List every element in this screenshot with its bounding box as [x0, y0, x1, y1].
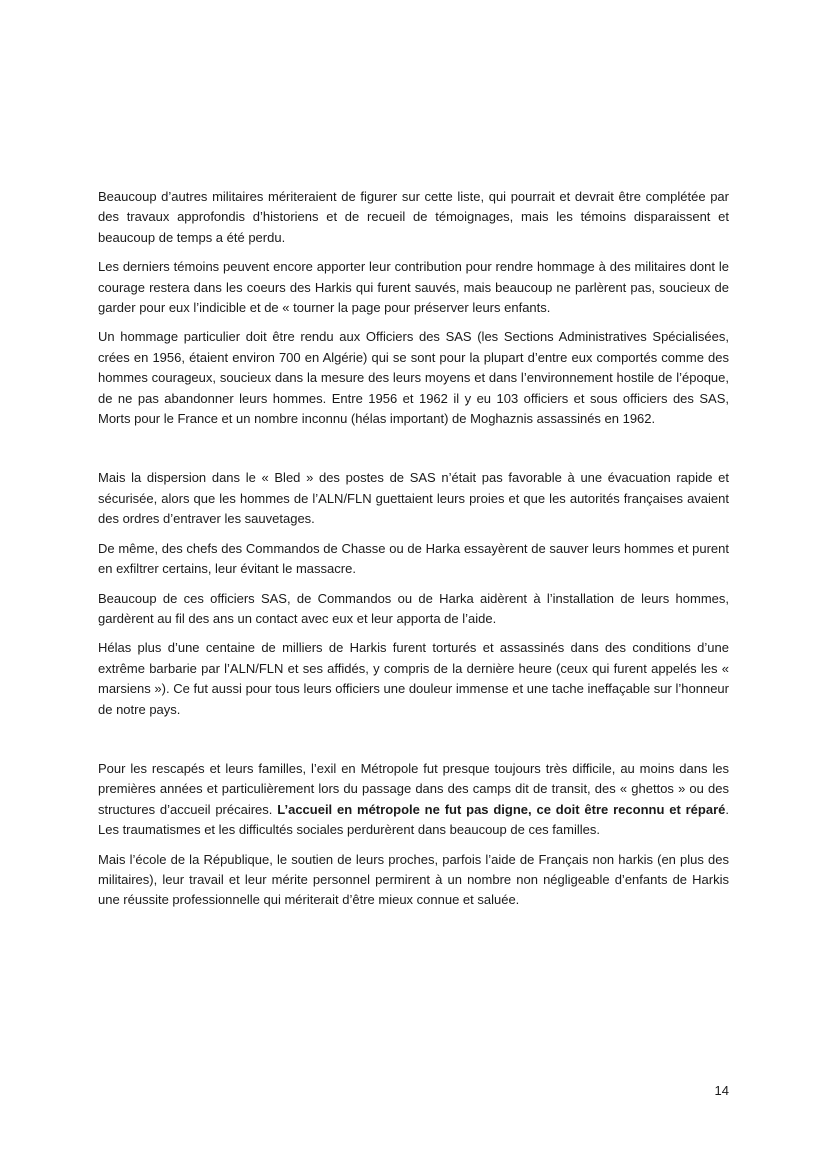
paragraph-other-soldiers: Beaucoup d’autres militaires mériteraient de figurer sur cette liste, qui pourrait et devrait être complétée par des travaux approfondis d’historiens et de recueil de témoignages, mais les témoins disparaissent et beaucoup de temps a été perdu. — [98, 189, 729, 245]
exile-text-before: Pour les rescapés et leurs familles, l’exil en Métropole fut presque toujours très difficile, au moins dans les premières années et particulièrement lors du passage dans des camps dit de transit, des « ghettos » ou des structures d’accueil précaires. — [98, 760, 729, 817]
exile-text-after: . Les traumatismes et les difficultés sociales perdurèrent dans beaucoup de ces familles. — [98, 801, 729, 838]
paragraph-last-witnesses: Les derniers témoins peuvent encore apporter leur contribution pour rendre hommage à des militaires dont le courage restera dans les coeurs des Harkis qui furent sauvés, mais beaucoup ne parlèrent pas, soucieux de garder pour eux l’indicible et de « tourner la page pour préserver leurs enfants. — [98, 259, 729, 316]
paragraph-officers-support: Beaucoup de ces officiers SAS, de Commandos ou de Harka aidèrent à l’installation de leurs hommes, gardèrent au fil des ans un contact avec eux et leur apporta de l’aide. — [98, 590, 729, 626]
paragraph-exile-metropole — [98, 759, 729, 841]
paragraph-sas-officers-tribute: Un hommage particulier doit être rendu aux Officiers des SAS (les Sections Administratives Spécialisées, crées en 1956, étaient environ 700 en Algérie) qui se sont pour la plupart d’entre eux comportés comme des hommes courageux, soucieux dans la mesure des leurs moyens et dans l’environnement hostile de l’époque, de ne pas abandonner leurs hommes. Entre 1956 et 1962 il y eu 103 officiers et sous officiers des SAS, Morts pour le France et un nombre inconnu (hélas important) de Moghaznis assassinés en 1962. — [98, 329, 729, 427]
exile-bold-statement: L’accueil en métropole ne fut pas digne, ce doit être reconnu et réparé — [277, 801, 726, 817]
paragraph-harkis-massacre: Hélas plus d’une centaine de milliers de Harkis furent torturés et assassinés dans des conditions d’une extrême barbarie par l’ALN/FLN et ses affidés, y compris de la dernière heure (ceux qui furent appelés les « marsiens »). Ce fut aussi pour tous leurs officiers une douleur immense et une tache ineffaçable sur l’honneur de notre pays. — [98, 640, 729, 717]
paragraph-commando-chiefs: De même, des chefs des Commandos de Chasse ou de Harka essayèrent de sauver leurs hommes et purent en exfiltrer certains, leur évitant le massacre. — [98, 540, 729, 577]
page-number: 14 — [714, 1083, 729, 1098]
paragraph-republic-school: Mais l’école de la République, le soutien de leurs proches, parfois l’aide de Français non harkis (en plus des militaires), leur travail et leur mérite personnel permirent à un nombre non négligeable d’enfants de Harkis une réussite professionnelle qui mériterait d’être mieux connue et saluée. — [98, 851, 729, 908]
paragraph-sas-dispersion: Mais la dispersion dans le « Bled » des postes de SAS n’était pas favorable à une évacuation rapide et sécurisée, alors que les hommes de l’ALN/FLN guettaient leurs proies et que les autorités françaises avaient des ordres d’entraver les sauvetages. — [98, 470, 729, 527]
document-body — [98, 187, 729, 920]
